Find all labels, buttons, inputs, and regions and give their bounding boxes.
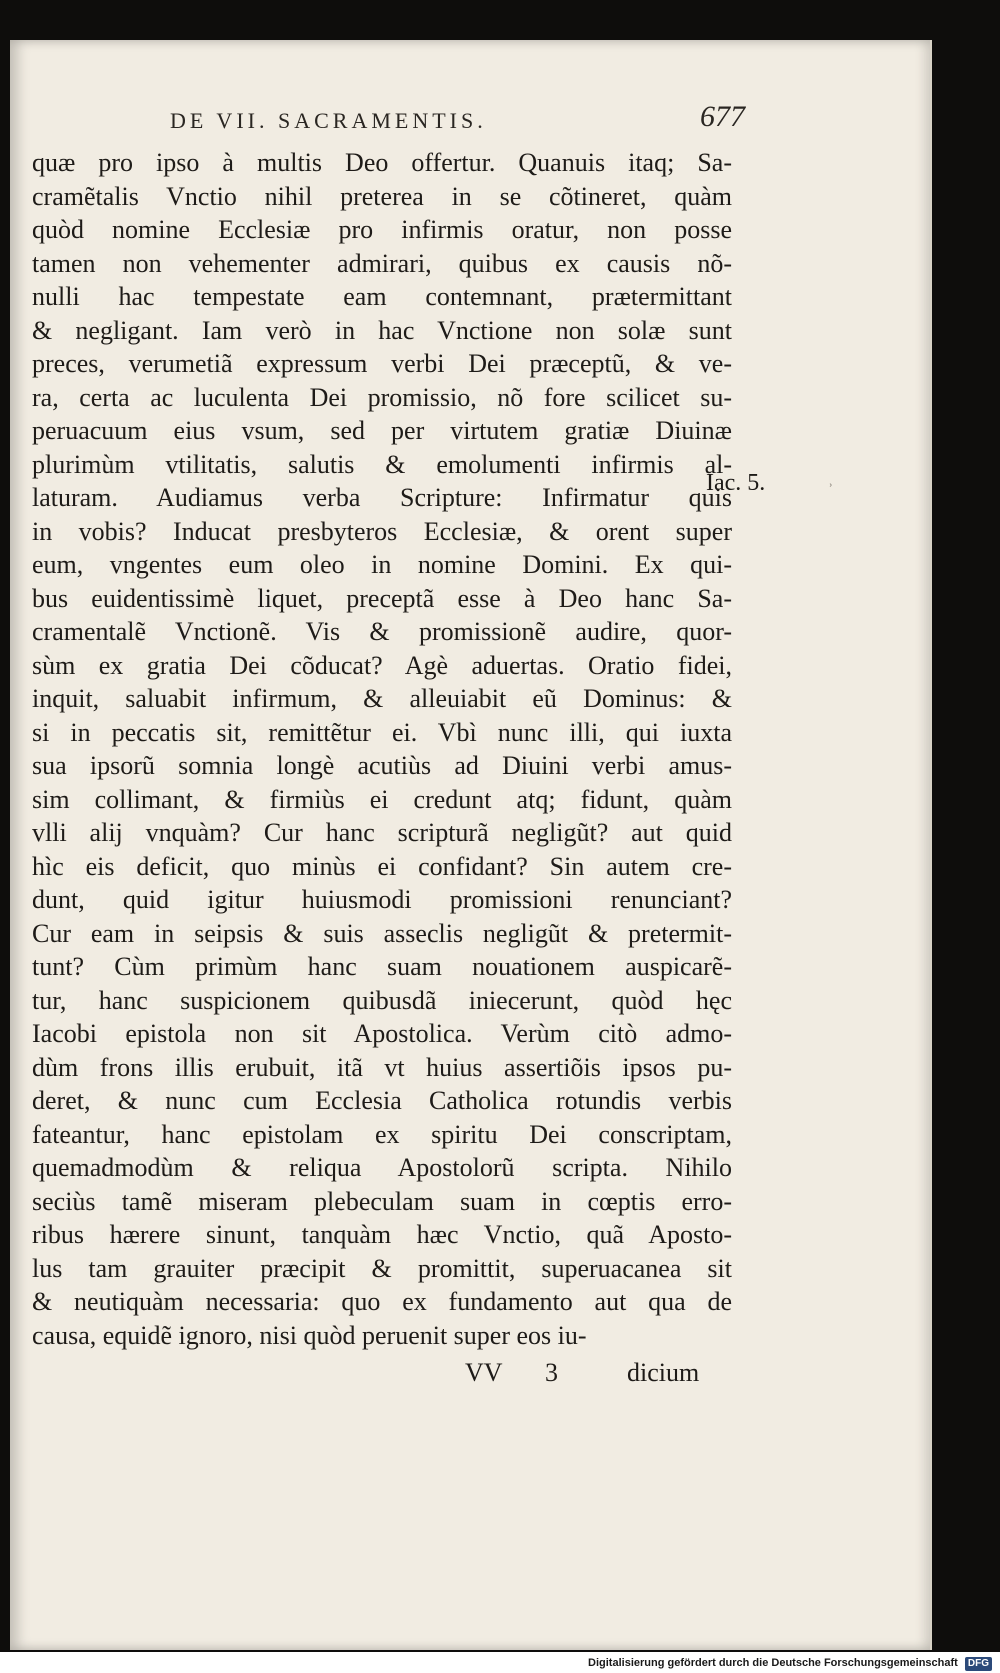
text-line: dùm frons illis erubuit, itã vt huius assertiõis ipsos pu-	[32, 1052, 732, 1082]
text-line: seciùs tamẽ miseram plebeculam suam in cœptis erro-	[32, 1186, 732, 1216]
running-head: DE VII. SACRAMENTIS.	[170, 108, 487, 133]
digitization-footer	[588, 1654, 992, 1672]
text-line: tunt? Cùm primùm hanc suam nouationem auspicarẽ-	[32, 952, 732, 981]
text-line: ribus hærere sinunt, tanquàm hæc Vnctio, quã Aposto-	[32, 1220, 732, 1249]
text-line: nulli hac tempestate eam contemnant, prætermittant	[32, 282, 732, 311]
text-line: cramẽtalis Vnctio nihil preterea in se cõtineret, quàm	[32, 181, 732, 211]
catchline	[465, 1358, 715, 1394]
text-line: in vobis? Inducat presbyteros Ecclesiæ, & orent super	[32, 516, 732, 546]
text-line: sùm ex gratia Dei cõducat? Agè aduertas. Oratio fidei,	[32, 650, 732, 680]
text-line: lus tam grauiter præcipit & promittit, superuacanea sit	[32, 1253, 732, 1283]
text-line: vlli alij vnquàm? Cur hanc scripturã negligũt? aut quid	[32, 818, 732, 847]
text-line: & neutiquàm necessaria: quo ex fundamento aut qua de	[32, 1287, 732, 1316]
text-line: causa, equidẽ ignoro, nisi quòd peruenit super eos iu-	[32, 1320, 587, 1350]
text-line: tamen non vehementer admirari, quibus ex causis nõ-	[32, 248, 732, 278]
text-line: Cur eam in seipsis & suis asseclis negligũt & pretermit-	[32, 918, 732, 948]
text-line: preces, verumetiã expressum verbi Dei præceptũ, & ve-	[32, 349, 732, 378]
text-line: bus euidentissimè liquet, preceptã esse à Deo hanc Sa-	[32, 583, 732, 613]
signature-number: 3	[545, 1358, 558, 1387]
text-line: ra, certa ac luculenta Dei promissio, nõ fore scilicet su-	[32, 382, 732, 412]
text-line: quòd nomine Ecclesiæ pro infirmis oratur, non posse	[32, 215, 732, 244]
text-line: peruacuum eius vsum, sed per virtutem gratiæ Diuinæ	[32, 416, 732, 445]
text-line: si in peccatis sit, remittẽtur ei. Vbì nunc illi, qui iuxta	[32, 717, 732, 747]
signature-mark: VV	[465, 1358, 503, 1387]
text-line: quæ pro ipso à multis Deo offertur. Quanuis itaq; Sa-	[32, 148, 732, 177]
text-line: sua ipsorũ somnia longè acutiùs ad Diuini verbi amus-	[32, 751, 732, 780]
text-line: eum, vngentes eum oleo in nomine Domini. Ex qui-	[32, 550, 732, 579]
text-line: plurimùm vtilitatis, salutis & emolumenti infirmis al-	[32, 449, 732, 479]
text-line: fateantur, hanc epistolam ex spiritu Dei conscriptam,	[32, 1119, 732, 1149]
text-line: cramentalẽ Vnctionẽ. Vis & promissionẽ audire, quor-	[32, 617, 732, 646]
text-line: sim collimant, & firmiùs ei credunt atq; fidunt, quàm	[32, 784, 732, 814]
funding-credit: Digitalisierung gefördert durch die Deutsche Forschungsgemeinschaft	[588, 1657, 958, 1669]
text-line: Iacobi epistola non sit Apostolica. Verùm citò admo-	[32, 1019, 732, 1048]
text-line: deret, & nunc cum Ecclesia Catholica rotundis verbis	[32, 1086, 732, 1115]
page-number: 677	[700, 100, 745, 133]
body-text	[32, 146, 732, 1352]
text-line: quemadmodùm & reliqua Apostolorũ scripta. Nihilo	[32, 1153, 732, 1182]
text-line: tur, hanc suspicionem quibusdã iniecerunt, quòd hęc	[32, 985, 732, 1015]
catchword: dicium	[627, 1358, 700, 1387]
text-line: laturam. Audiamus verba Scripture: Infirmatur quis	[32, 483, 732, 512]
stray-mark: ʾ	[828, 482, 834, 499]
text-line: & negligant. Iam verò in hac Vnctione non solæ sunt	[32, 315, 732, 345]
marginal-note: Iac. 5.	[706, 470, 766, 496]
dfg-logo: DFG	[965, 1657, 992, 1671]
text-line: inquit, saluabit infirmum, & alleuiabit eũ Dominus: &	[32, 684, 732, 713]
text-line: dunt, quid igitur huiusmodi promissioni renunciant?	[32, 885, 732, 914]
text-line: hìc eis deficit, quo minùs ei confidant? Sin autem cre-	[32, 851, 732, 881]
